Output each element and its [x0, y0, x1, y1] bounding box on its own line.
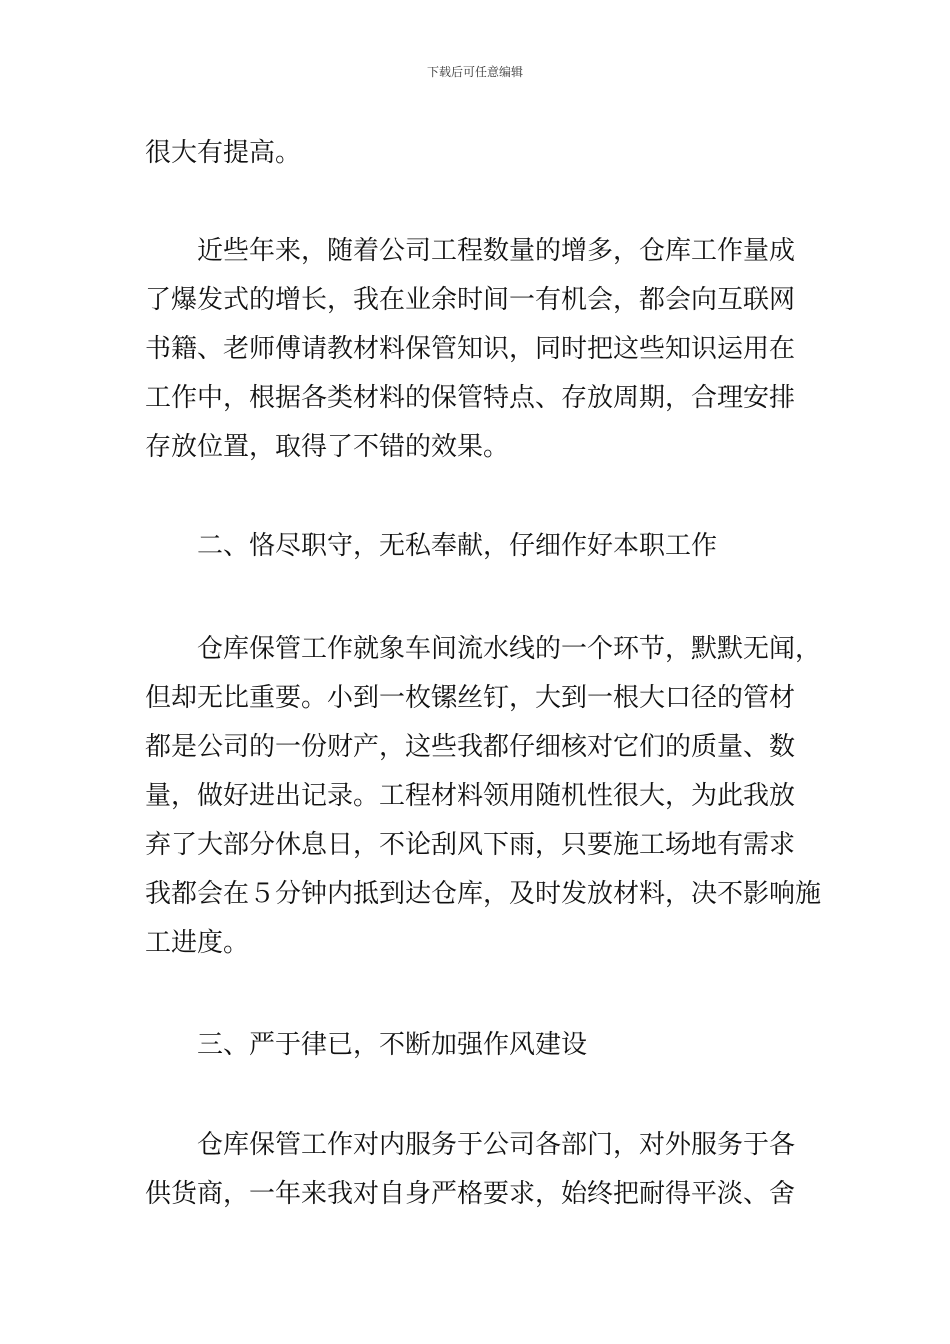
body-line: 弃了大部分休息日，不论刮风下雨，只要施工场地有需求	[145, 830, 796, 860]
body-line: 很大有提高。	[145, 138, 302, 168]
page-header: 下载后可任意编辑	[426, 65, 523, 79]
section-heading: 二、恪尽职守，无私奉献，仔细作好本职工作	[145, 531, 718, 561]
body-line: 仓库保管工作就象车间流水线的一个环节，默默无闻，	[145, 634, 822, 664]
body-line: 都是公司的一份财产，这些我都仔细核对它们的质量、数	[145, 732, 796, 762]
section-heading: 三、严于律已，不断加强作风建设	[145, 1030, 588, 1060]
body-line: 量，做好进出记录。工程材料领用随机性很大，为此我放	[145, 781, 796, 811]
body-line: 近些年来，随着公司工程数量的增多，仓库工作量成	[145, 236, 796, 266]
body-line: 供货商，一年来我对自身严格要求，始终把耐得平淡、舍	[145, 1179, 796, 1209]
body-line: 但却无比重要。小到一枚镙丝钉，大到一根大口径的管材	[145, 683, 796, 713]
body-line: 书籍、老师傅请教材料保管知识，同时把这些知识运用在	[145, 334, 796, 364]
body-line: 我都会在５分钟内抵到达仓库，及时发放材料，决不影响施	[145, 879, 822, 909]
body-line: 工进度。	[145, 928, 250, 958]
body-line: 工作中，根据各类材料的保管特点、存放周期，合理安排	[145, 383, 796, 413]
body-line: 了爆发式的增长，我在业余时间一有机会，都会向互联网	[145, 285, 796, 315]
body-line: 存放位置，取得了不错的效果。	[145, 432, 510, 462]
body-line: 仓库保管工作对内服务于公司各部门，对外服务于各	[145, 1130, 796, 1160]
